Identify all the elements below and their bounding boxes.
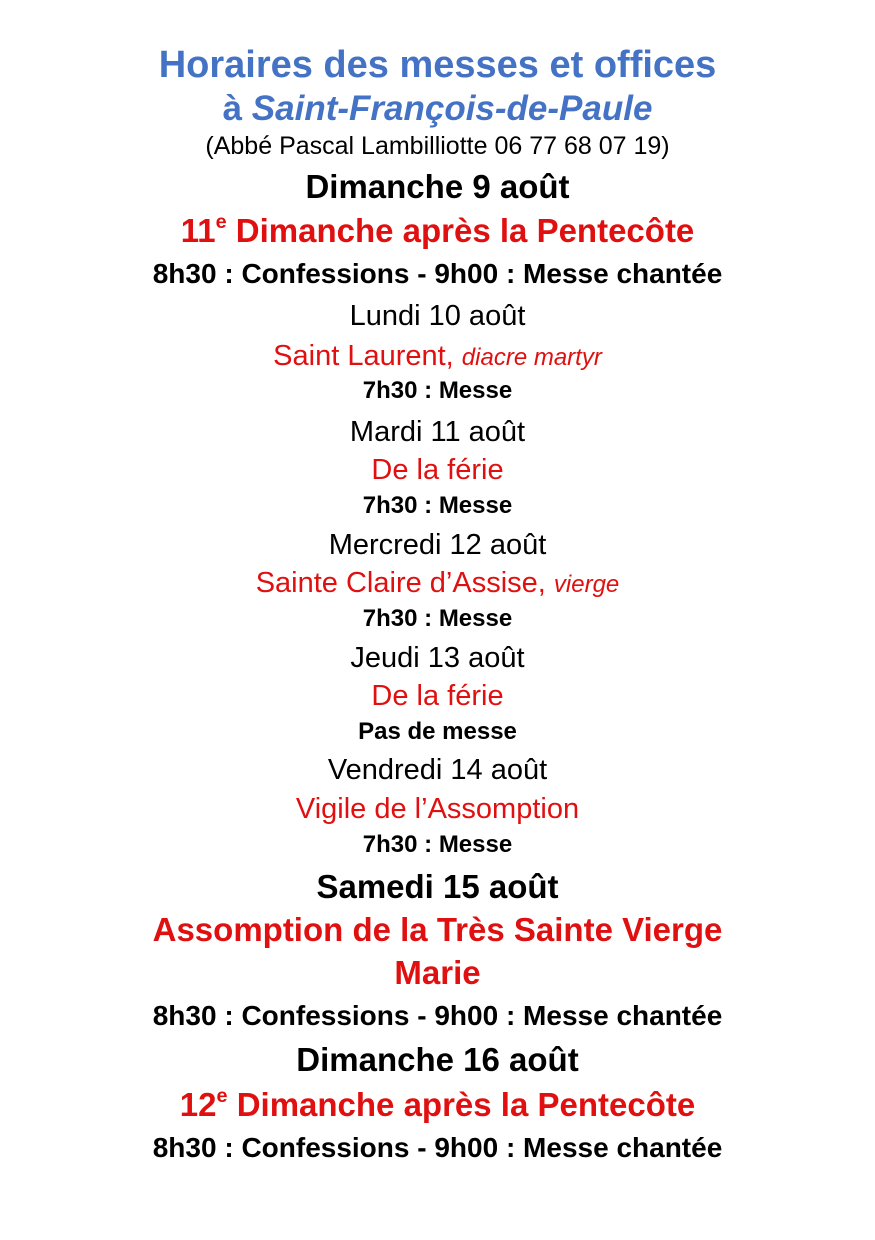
day-feast-continued: Marie (394, 954, 481, 991)
day-feast: De la férie (371, 680, 504, 712)
day-schedule: 8h30 : Confessions - 9h00 : Messe chantée (152, 1132, 723, 1163)
feast-qualifier: diacre martyr (461, 344, 602, 371)
day-feast: Vigile de l’Assomption (295, 793, 580, 825)
day-feast: 12e Dimanche après la Pentecôte (179, 1085, 696, 1123)
day-schedule: 8h30 : Confessions - 9h00 : Messe chantée (152, 258, 723, 289)
day-date: Lundi 10 août (349, 300, 526, 332)
day-schedule: Pas de messe (358, 718, 517, 745)
contact-line: (Abbé Pascal Lambilliotte 06 77 68 07 19) (205, 132, 670, 160)
day-schedule: 8h30 : Confessions - 9h00 : Messe chantée (152, 1000, 723, 1031)
day-date: Vendredi 14 août (327, 754, 548, 786)
feast-qualifier: vierge (553, 571, 620, 598)
day-feast: Assomption de la Très Sainte Vierge (152, 911, 723, 948)
day-date: Mardi 11 août (349, 416, 526, 448)
day-date: Jeudi 13 août (350, 642, 525, 674)
day-schedule: 7h30 : Messe (362, 377, 513, 404)
day-feast: Saint Laurent, diacre martyr (273, 340, 602, 372)
day-date: Dimanche 9 août (305, 168, 570, 205)
day-schedule: 7h30 : Messe (362, 605, 513, 632)
page-title: Horaires des messes et offices (158, 44, 717, 86)
page-subtitle (0, 89, 875, 129)
day-feast: 11e Dimanche après la Pentecôte (180, 211, 695, 249)
day-date: Samedi 15 août (316, 868, 559, 905)
day-date: Mercredi 12 août (328, 529, 547, 561)
day-feast: De la férie (371, 454, 504, 486)
day-feast: Sainte Claire d’Assise, vierge (255, 567, 620, 599)
day-schedule: 7h30 : Messe (362, 492, 513, 519)
day-schedule: 7h30 : Messe (362, 831, 513, 858)
subtitle-prefix: à (222, 89, 243, 128)
subtitle-place: Saint-François-de-Paule (251, 89, 653, 128)
day-date: Dimanche 16 août (296, 1041, 579, 1078)
